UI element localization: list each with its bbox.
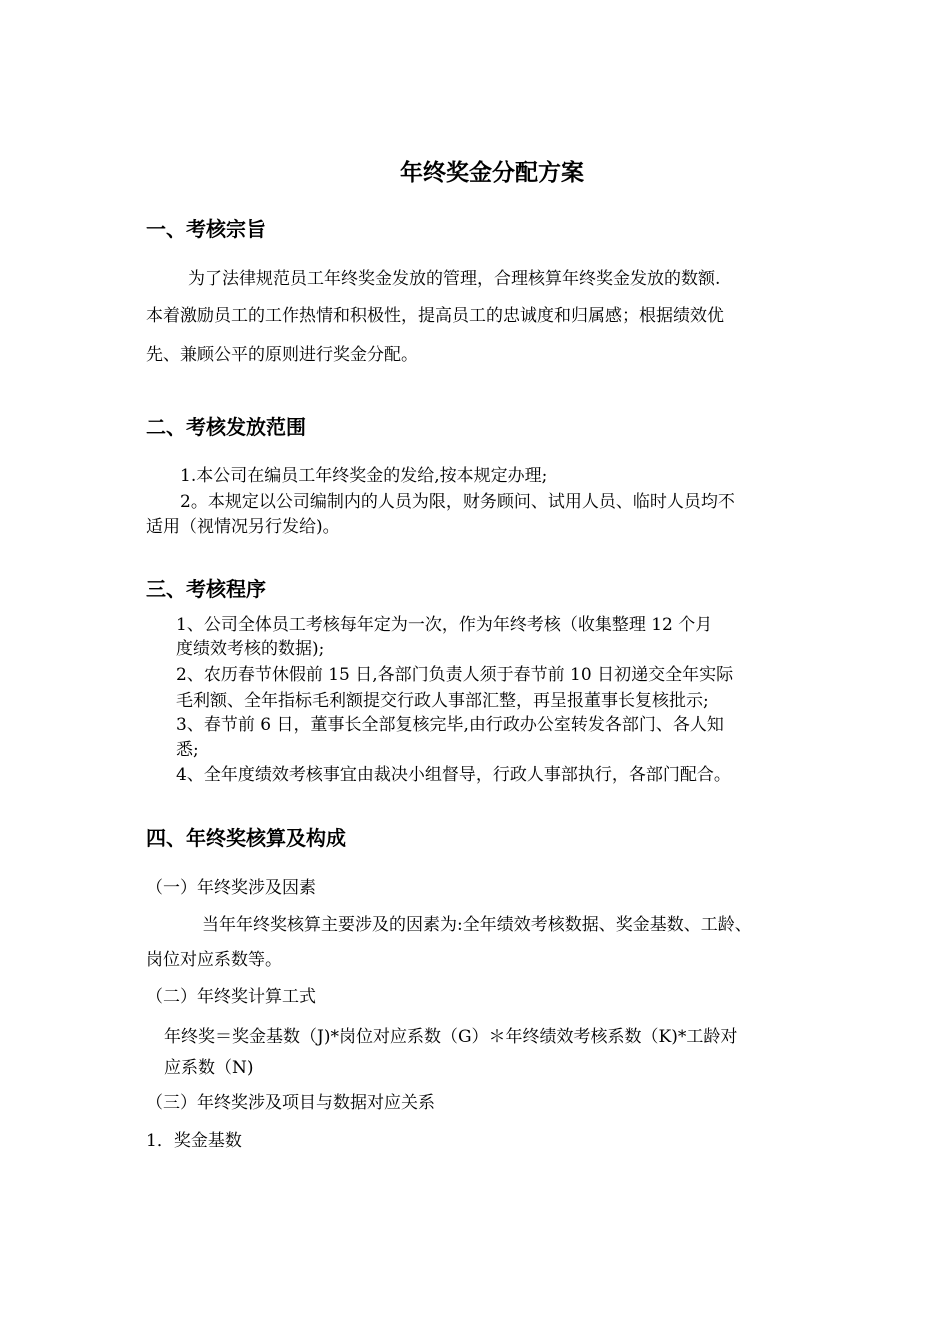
- section-1-line: 先、兼顾公平的原则进行奖金分配。: [146, 345, 418, 365]
- section-1-heading: 一、考核宗旨: [146, 217, 266, 241]
- section-4-paragraph-line: 岗位对应系数等。: [146, 950, 282, 970]
- section-3-line: 毛利额、全年指标毛利额提交行政人事部汇整，再呈报董事长复核批示;: [176, 691, 709, 711]
- section-3-line: 度绩效考核的数据);: [176, 639, 325, 659]
- section-3-line: 2、农历春节休假前 15 日,各部门负责人须于春节前 10 日初递交全年实际: [176, 665, 734, 685]
- formula-line: 年终奖＝奖金基数（J)*岗位对应系数（G）＊年终绩效考核系数（K)*工龄对: [164, 1027, 738, 1047]
- section-4-subheading-2: （二）年终奖计算工式: [146, 987, 316, 1007]
- section-2-line: 2。本规定以公司编制内的人员为限，财务顾问、试用人员、临时人员均不: [180, 492, 735, 512]
- section-4-paragraph-line: 当年年终奖核算主要涉及的因素为:全年绩效考核数据、奖金基数、工龄、: [202, 915, 752, 935]
- section-3-line: 悉;: [176, 740, 199, 760]
- section-4-subheading-3: （三）年终奖涉及项目与数据对应关系: [146, 1093, 435, 1113]
- formula-line: 应系数（N): [164, 1058, 254, 1078]
- section-4-item-1: 1．奖金基数: [146, 1131, 242, 1151]
- section-3-line: 1、公司全体员工考核每年定为一次，作为年终考核（收集整理 12 个月: [176, 615, 713, 635]
- section-2-line: 适用（视情况另行发给)。: [146, 517, 340, 537]
- section-3-heading: 三、考核程序: [146, 577, 266, 601]
- document-title: 年终奖金分配方案: [400, 159, 584, 186]
- section-2-line: 1.本公司在编员工年终奖金的发给,按本规定办理;: [180, 466, 548, 486]
- section-3-line: 4、全年度绩效考核事宜由裁决小组督导，行政人事部执行，各部门配合。: [176, 765, 731, 785]
- section-1-line: 本着激励员工的工作热情和积极性，提高员工的忠诚度和归属感；根据绩效优: [146, 306, 724, 326]
- section-4-heading: 四、年终奖核算及构成: [146, 826, 346, 850]
- section-1-line: 为了法律规范员工年终奖金发放的管理，合理核算年终奖金发放的数额.: [188, 269, 721, 289]
- section-4-subheading-1: （一）年终奖涉及因素: [146, 878, 316, 898]
- section-3-line: 3、春节前 6 日，董事长全部复核完毕,由行政办公室转发各部门、各人知: [176, 715, 724, 735]
- section-2-heading: 二、考核发放范围: [146, 415, 306, 439]
